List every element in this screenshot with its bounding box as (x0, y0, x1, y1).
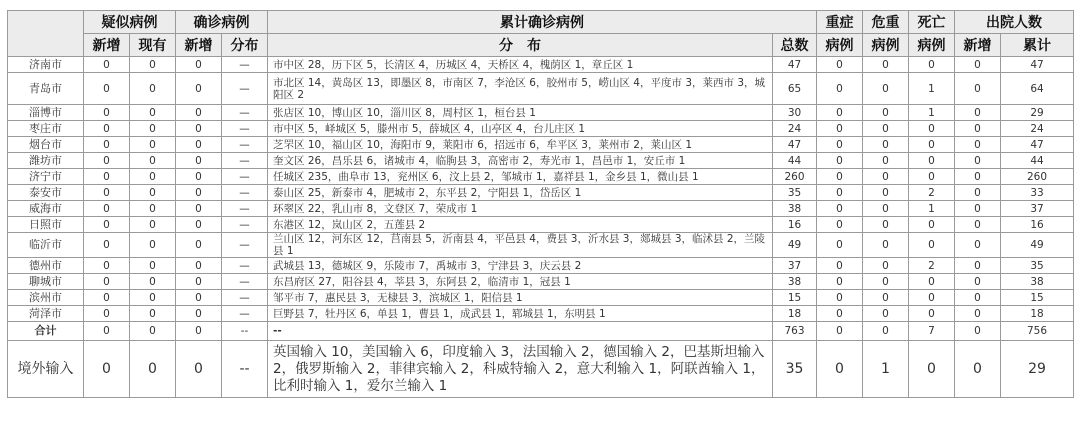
discharged-new-cell: 0 (955, 290, 1001, 306)
header-cumulative: 累计确诊病例 (268, 11, 817, 34)
discharged-new-cell: 0 (955, 201, 1001, 217)
discharged-new-cell: 0 (955, 105, 1001, 121)
total-count-cell: 763 (773, 322, 817, 341)
confirmed-new-cell: 0 (176, 121, 222, 137)
table-row (8, 201, 1074, 217)
critical-cell: 0 (863, 322, 909, 341)
cumulative-distribution-cell: 任城区 235，曲阜市 13，兖州区 6，汶上县 2，邹城市 1，嘉祥县 1，金乡县 1，微山县 1 (268, 169, 773, 185)
cumulative-distribution-cell: 武城县 13，德城区 9，乐陵市 7，禹城市 3，宁津县 3，庆云县 2 (268, 258, 773, 274)
discharged-new-cell: 0 (955, 121, 1001, 137)
cumulative-distribution-cell: 英国输入 10，美国输入 6，印度输入 3，法国输入 2，德国输入 2，巴基斯坦输入 2，俄罗斯输入 2，菲律宾输入 2，科威特输入 2，意大利输入 1，阿联酋输入 1，比利时输入 1，爱尔兰输入 1 (268, 341, 773, 398)
table-row (8, 105, 1074, 121)
city-cell: 德州市 (8, 258, 84, 274)
confirmed-distribution-cell: — (222, 306, 268, 322)
covid-stats-table (7, 10, 1074, 398)
total-count-cell: 37 (773, 258, 817, 274)
header-total-count: 总数 (773, 34, 817, 57)
suspected-new-cell: 0 (84, 341, 130, 398)
discharged-total-cell: 35 (1001, 258, 1074, 274)
table-row (8, 137, 1074, 153)
discharged-new-cell: 0 (955, 306, 1001, 322)
severe-cell: 0 (817, 322, 863, 341)
header-dis-cumulative: 累计 (1001, 34, 1074, 57)
total-count-cell: 38 (773, 274, 817, 290)
critical-cell: 0 (863, 217, 909, 233)
discharged-new-cell: 0 (955, 274, 1001, 290)
table-row (8, 153, 1074, 169)
severe-cell: 0 (817, 137, 863, 153)
header-susp-current: 现有 (130, 34, 176, 57)
city-cell: 枣庄市 (8, 121, 84, 137)
discharged-total-cell: 47 (1001, 57, 1074, 73)
cumulative-distribution-cell: 张店区 10，博山区 10，淄川区 8，周村区 1，桓台县 1 (268, 105, 773, 121)
critical-cell: 0 (863, 201, 909, 217)
table-row (8, 57, 1074, 73)
confirmed-new-cell: 0 (176, 105, 222, 121)
suspected-current-cell: 0 (130, 233, 176, 258)
suspected-current-cell: 0 (130, 153, 176, 169)
cumulative-distribution-cell: 市中区 28，历下区 5，长清区 4，历城区 4，天桥区 4，槐荫区 1，章丘区 1 (268, 57, 773, 73)
death-cell: 0 (909, 217, 955, 233)
confirmed-distribution-cell: — (222, 233, 268, 258)
cumulative-distribution-cell: 泰山区 25，新泰市 4，肥城市 2，东平县 2，宁阳县 1，岱岳区 1 (268, 185, 773, 201)
cumulative-distribution-cell: 邹平市 7，惠民县 3，无棣县 3，滨城区 1，阳信县 1 (268, 290, 773, 306)
discharged-total-cell: 33 (1001, 185, 1074, 201)
severe-cell: 0 (817, 185, 863, 201)
suspected-new-cell: 0 (84, 258, 130, 274)
death-cell: 1 (909, 201, 955, 217)
header-death-1: 死亡 (909, 11, 955, 34)
city-cell: 威海市 (8, 201, 84, 217)
discharged-new-cell: 0 (955, 341, 1001, 398)
suspected-current-cell: 0 (130, 274, 176, 290)
suspected-new-cell: 0 (84, 169, 130, 185)
header-confirmed: 确诊病例 (176, 11, 268, 34)
confirmed-new-cell: 0 (176, 169, 222, 185)
cumulative-distribution-cell: 兰山区 12，河东区 12，莒南县 5，沂南县 4，平邑县 4，费县 3，沂水县 3，郯城县 3，临沭县 2，兰陵县 1 (268, 233, 773, 258)
suspected-new-cell: 0 (84, 121, 130, 137)
severe-cell: 0 (817, 233, 863, 258)
city-cell: 济宁市 (8, 169, 84, 185)
confirmed-distribution-cell: — (222, 290, 268, 306)
cumulative-distribution-cell: 东港区 12，岚山区 2，五莲县 2 (268, 217, 773, 233)
city-cell: 青岛市 (8, 73, 84, 105)
total-count-cell: 47 (773, 137, 817, 153)
discharged-total-cell: 49 (1001, 233, 1074, 258)
suspected-new-cell: 0 (84, 137, 130, 153)
header-cum-distribution: 分 布 (268, 34, 773, 57)
total-count-cell: 15 (773, 290, 817, 306)
confirmed-distribution-cell: — (222, 73, 268, 105)
confirmed-new-cell: 0 (176, 290, 222, 306)
table-row (8, 185, 1074, 201)
discharged-new-cell: 0 (955, 73, 1001, 105)
table-row (8, 233, 1074, 258)
confirmed-distribution-cell: -- (222, 341, 268, 398)
suspected-new-cell: 0 (84, 290, 130, 306)
critical-cell: 0 (863, 73, 909, 105)
discharged-total-cell: 16 (1001, 217, 1074, 233)
city-cell: 日照市 (8, 217, 84, 233)
header-severe-2: 病例 (817, 34, 863, 57)
table-row (8, 73, 1074, 105)
suspected-new-cell: 0 (84, 73, 130, 105)
death-cell: 0 (909, 233, 955, 258)
header-dis-new: 新增 (955, 34, 1001, 57)
total-count-cell: 16 (773, 217, 817, 233)
death-cell: 1 (909, 73, 955, 105)
confirmed-new-cell: 0 (176, 137, 222, 153)
severe-cell: 0 (817, 306, 863, 322)
suspected-current-cell: 0 (130, 258, 176, 274)
discharged-total-cell: 756 (1001, 322, 1074, 341)
cumulative-distribution-cell: 奎文区 26，昌乐县 6，诸城市 4，临朐县 3，高密市 2，寿光市 1，昌邑市 1，安丘市 1 (268, 153, 773, 169)
confirmed-new-cell: 0 (176, 233, 222, 258)
severe-cell: 0 (817, 217, 863, 233)
death-cell: 0 (909, 121, 955, 137)
total-count-cell: 35 (773, 185, 817, 201)
table-row (8, 169, 1074, 185)
cumulative-distribution-cell: 市中区 5，峄城区 5，滕州市 5，薛城区 4，山亭区 4，台儿庄区 1 (268, 121, 773, 137)
confirmed-new-cell: 0 (176, 341, 222, 398)
total-count-cell: 65 (773, 73, 817, 105)
severe-cell: 0 (817, 105, 863, 121)
discharged-new-cell: 0 (955, 322, 1001, 341)
table-row (8, 274, 1074, 290)
critical-cell: 0 (863, 137, 909, 153)
suspected-new-cell: 0 (84, 322, 130, 341)
discharged-new-cell: 0 (955, 233, 1001, 258)
city-cell: 滨州市 (8, 290, 84, 306)
city-cell: 烟台市 (8, 137, 84, 153)
table-row (8, 121, 1074, 137)
critical-cell: 0 (863, 258, 909, 274)
suspected-new-cell: 0 (84, 185, 130, 201)
header-susp-new: 新增 (84, 34, 130, 57)
discharged-total-cell: 15 (1001, 290, 1074, 306)
table-body (8, 57, 1074, 398)
header-conf-new: 新增 (176, 34, 222, 57)
critical-cell: 0 (863, 185, 909, 201)
header-row-2 (8, 34, 1074, 57)
discharged-total-cell: 38 (1001, 274, 1074, 290)
header-row-1 (8, 11, 1074, 34)
city-cell: 潍坊市 (8, 153, 84, 169)
confirmed-distribution-cell: — (222, 201, 268, 217)
suspected-new-cell: 0 (84, 233, 130, 258)
city-cell: 临沂市 (8, 233, 84, 258)
discharged-total-cell: 24 (1001, 121, 1074, 137)
death-cell: 0 (909, 169, 955, 185)
cumulative-distribution-cell: 芝罘区 10，福山区 10，海阳市 9，莱阳市 6，招远市 6，牟平区 3，莱州市 2，莱山区 1 (268, 137, 773, 153)
total-count-cell: 44 (773, 153, 817, 169)
total-row (8, 322, 1074, 341)
suspected-new-cell: 0 (84, 57, 130, 73)
severe-cell: 0 (817, 274, 863, 290)
city-cell: 聊城市 (8, 274, 84, 290)
severe-cell: 0 (817, 201, 863, 217)
header-conf-distribution: 分布 (222, 34, 268, 57)
confirmed-distribution-cell: — (222, 274, 268, 290)
suspected-new-cell: 0 (84, 217, 130, 233)
confirmed-new-cell: 0 (176, 201, 222, 217)
death-cell: 2 (909, 258, 955, 274)
city-cell: 境外输入 (8, 341, 84, 398)
critical-cell: 0 (863, 105, 909, 121)
city-cell: 济南市 (8, 57, 84, 73)
corner-cell (8, 11, 84, 57)
discharged-new-cell: 0 (955, 169, 1001, 185)
header-discharged: 出院人数 (955, 11, 1074, 34)
severe-cell: 0 (817, 341, 863, 398)
confirmed-new-cell: 0 (176, 153, 222, 169)
discharged-new-cell: 0 (955, 153, 1001, 169)
critical-cell: 1 (863, 341, 909, 398)
discharged-total-cell: 37 (1001, 201, 1074, 217)
critical-cell: 0 (863, 233, 909, 258)
table-row (8, 290, 1074, 306)
suspected-new-cell: 0 (84, 105, 130, 121)
confirmed-distribution-cell: — (222, 169, 268, 185)
cumulative-distribution-cell: 环翠区 22，乳山市 8，文登区 7，荣成市 1 (268, 201, 773, 217)
discharged-total-cell: 64 (1001, 73, 1074, 105)
death-cell: 0 (909, 306, 955, 322)
discharged-total-cell: 260 (1001, 169, 1074, 185)
suspected-new-cell: 0 (84, 306, 130, 322)
discharged-new-cell: 0 (955, 217, 1001, 233)
death-cell: 0 (909, 137, 955, 153)
severe-cell: 0 (817, 73, 863, 105)
suspected-current-cell: 0 (130, 137, 176, 153)
total-count-cell: 35 (773, 341, 817, 398)
suspected-new-cell: 0 (84, 201, 130, 217)
death-cell: 7 (909, 322, 955, 341)
confirmed-distribution-cell: — (222, 137, 268, 153)
confirmed-new-cell: 0 (176, 322, 222, 341)
suspected-current-cell: 0 (130, 73, 176, 105)
total-count-cell: 49 (773, 233, 817, 258)
total-count-cell: 47 (773, 57, 817, 73)
severe-cell: 0 (817, 153, 863, 169)
severe-cell: 0 (817, 290, 863, 306)
suspected-current-cell: 0 (130, 306, 176, 322)
discharged-total-cell: 47 (1001, 137, 1074, 153)
discharged-total-cell: 29 (1001, 105, 1074, 121)
header-critical-1: 危重 (863, 11, 909, 34)
confirmed-distribution-cell: — (222, 57, 268, 73)
suspected-current-cell: 0 (130, 290, 176, 306)
discharged-new-cell: 0 (955, 258, 1001, 274)
confirmed-new-cell: 0 (176, 306, 222, 322)
death-cell: 1 (909, 105, 955, 121)
total-count-cell: 18 (773, 306, 817, 322)
city-cell: 菏泽市 (8, 306, 84, 322)
city-cell: 泰安市 (8, 185, 84, 201)
header-suspected: 疑似病例 (84, 11, 176, 34)
confirmed-distribution-cell: — (222, 185, 268, 201)
header-severe-1: 重症 (817, 11, 863, 34)
confirmed-distribution-cell: — (222, 258, 268, 274)
cumulative-distribution-cell: -- (268, 322, 773, 341)
suspected-current-cell: 0 (130, 57, 176, 73)
severe-cell: 0 (817, 169, 863, 185)
confirmed-distribution-cell: — (222, 153, 268, 169)
critical-cell: 0 (863, 121, 909, 137)
header-critical-2: 病例 (863, 34, 909, 57)
death-cell: 0 (909, 341, 955, 398)
cumulative-distribution-cell: 市北区 14，黄岛区 13，即墨区 8，市南区 7，李沧区 6，胶州市 5，崂山区 4，平度市 3，莱西市 3，城阳区 2 (268, 73, 773, 105)
suspected-current-cell: 0 (130, 217, 176, 233)
discharged-total-cell: 29 (1001, 341, 1074, 398)
confirmed-new-cell: 0 (176, 73, 222, 105)
discharged-new-cell: 0 (955, 137, 1001, 153)
imported-row (8, 341, 1074, 398)
confirmed-new-cell: 0 (176, 185, 222, 201)
suspected-current-cell: 0 (130, 169, 176, 185)
critical-cell: 0 (863, 290, 909, 306)
total-count-cell: 30 (773, 105, 817, 121)
discharged-total-cell: 18 (1001, 306, 1074, 322)
table-row (8, 217, 1074, 233)
suspected-current-cell: 0 (130, 185, 176, 201)
critical-cell: 0 (863, 153, 909, 169)
suspected-new-cell: 0 (84, 274, 130, 290)
suspected-current-cell: 0 (130, 341, 176, 398)
suspected-current-cell: 0 (130, 201, 176, 217)
total-count-cell: 24 (773, 121, 817, 137)
confirmed-new-cell: 0 (176, 57, 222, 73)
critical-cell: 0 (863, 57, 909, 73)
suspected-current-cell: 0 (130, 105, 176, 121)
suspected-current-cell: 0 (130, 121, 176, 137)
death-cell: 0 (909, 57, 955, 73)
confirmed-new-cell: 0 (176, 258, 222, 274)
table-row (8, 306, 1074, 322)
cumulative-distribution-cell: 东昌府区 27，阳谷县 4，莘县 3，东阿县 2，临清市 1，冠县 1 (268, 274, 773, 290)
discharged-total-cell: 44 (1001, 153, 1074, 169)
critical-cell: 0 (863, 274, 909, 290)
critical-cell: 0 (863, 169, 909, 185)
total-count-cell: 260 (773, 169, 817, 185)
confirmed-distribution-cell: — (222, 217, 268, 233)
confirmed-distribution-cell: — (222, 105, 268, 121)
confirmed-distribution-cell: — (222, 121, 268, 137)
table-row (8, 258, 1074, 274)
confirmed-new-cell: 0 (176, 274, 222, 290)
severe-cell: 0 (817, 258, 863, 274)
total-count-cell: 38 (773, 201, 817, 217)
header-death-2: 病例 (909, 34, 955, 57)
death-cell: 2 (909, 185, 955, 201)
death-cell: 0 (909, 274, 955, 290)
discharged-new-cell: 0 (955, 57, 1001, 73)
confirmed-distribution-cell: -- (222, 322, 268, 341)
critical-cell: 0 (863, 306, 909, 322)
severe-cell: 0 (817, 57, 863, 73)
confirmed-new-cell: 0 (176, 217, 222, 233)
death-cell: 0 (909, 290, 955, 306)
severe-cell: 0 (817, 121, 863, 137)
death-cell: 0 (909, 153, 955, 169)
suspected-current-cell: 0 (130, 322, 176, 341)
cumulative-distribution-cell: 巨野县 7，牡丹区 6，单县 1，曹县 1，成武县 1，郓城县 1，东明县 1 (268, 306, 773, 322)
discharged-new-cell: 0 (955, 185, 1001, 201)
city-cell: 合计 (8, 322, 84, 341)
city-cell: 淄博市 (8, 105, 84, 121)
suspected-new-cell: 0 (84, 153, 130, 169)
